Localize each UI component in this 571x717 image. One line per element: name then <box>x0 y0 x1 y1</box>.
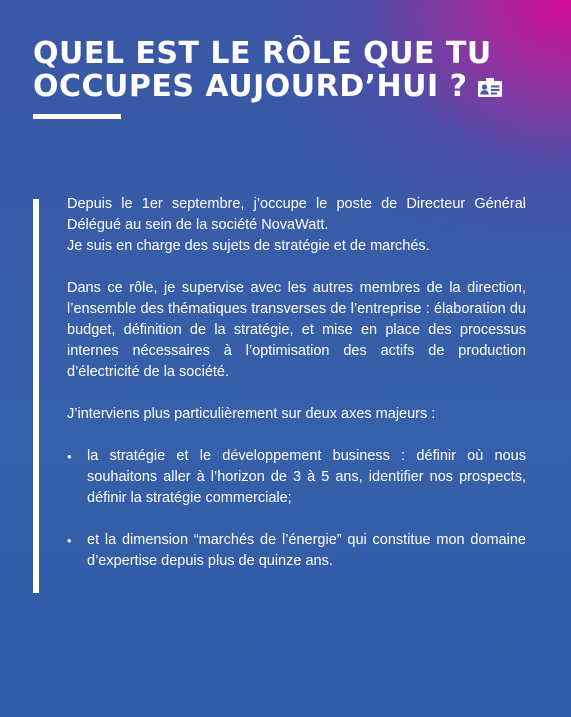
bullet-icon: • <box>67 533 72 548</box>
list-item-text: la stratégie et le développement business : définir où nous souhaitons aller à l’horizon de 3 à 5 ans, identifier nos prospects, définir la stratégie commerciale; <box>87 448 526 506</box>
list-item <box>67 446 526 509</box>
spacer <box>67 509 526 530</box>
axes-list <box>67 446 526 572</box>
title-line-2-text: OCCUPES AUJOURD’HUI ? <box>33 69 468 104</box>
page-title <box>33 37 553 103</box>
spacer <box>67 425 526 446</box>
intro-line-2: Je suis en charge des sujets de stratégie et de marchés. <box>67 238 430 254</box>
spacer <box>67 257 526 278</box>
intro-line-1: Depuis le 1er septembre, j’occupe le poste de Directeur Général Délégué au sein de la société NovaWatt. <box>67 196 526 233</box>
title-line-2 <box>33 70 553 103</box>
id-badge-icon <box>477 78 503 98</box>
answer-text <box>67 194 526 572</box>
title-underline <box>33 114 121 119</box>
quote-bar <box>33 199 39 593</box>
title-line-1: QUEL EST LE RÔLE QUE TU <box>33 36 492 71</box>
list-item-text: et la dimension “marchés de l’énergie” qui constitue mon domaine d’expertise depuis plus de quinze ans. <box>87 532 526 569</box>
spacer <box>67 383 526 404</box>
paragraph-role: Dans ce rôle, je supervise avec les autres membres de la direction, l’ensemble des thématiques transverses de l’entreprise : élaboration du budget, définition de la stratégie, et mise en place des processus internes nécessaires à l’optimisation des actifs de production d’électricité de la société. <box>67 280 526 380</box>
bullet-icon: • <box>67 449 72 464</box>
paragraph-axes: J’interviens plus particulièrement sur deux axes majeurs : <box>67 406 436 422</box>
list-item <box>67 530 526 572</box>
